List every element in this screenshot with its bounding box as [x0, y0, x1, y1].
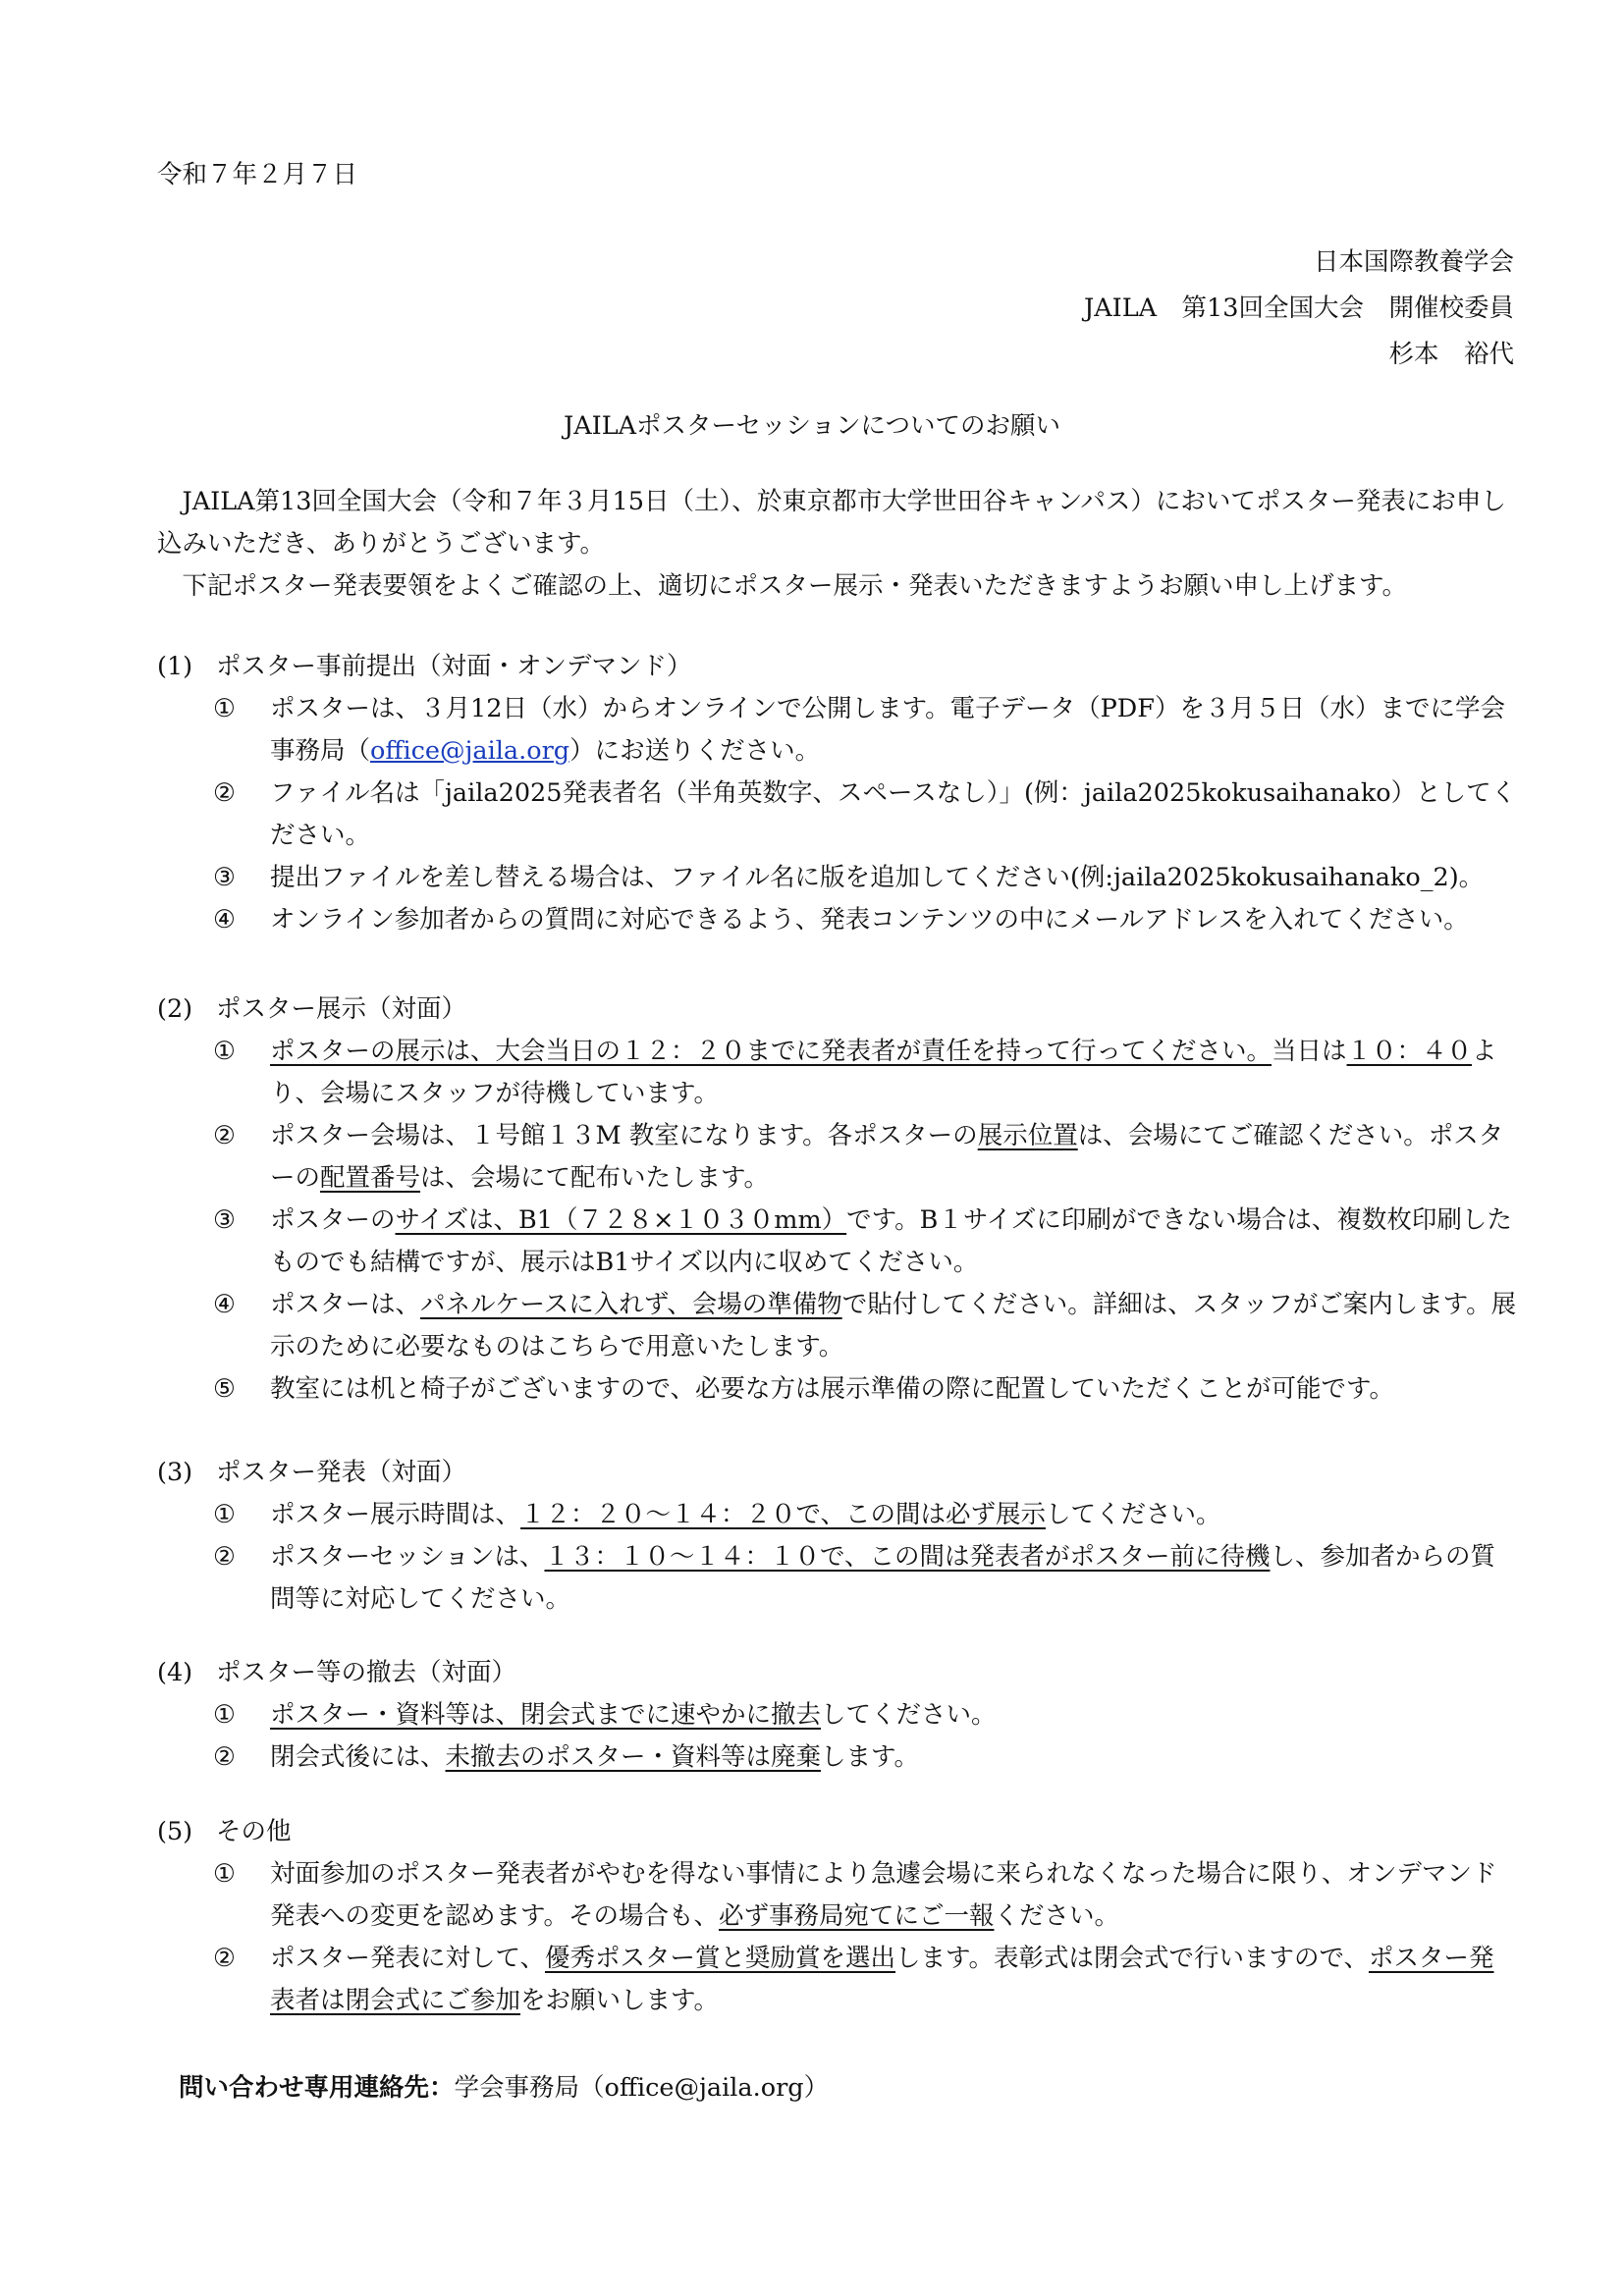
item-underlined-text: ポスター発表者は閉会式にご参加 — [270, 1944, 1494, 2015]
section-2 — [157, 988, 1517, 1411]
item-text: ポスター会場は、１号館１３M 教室になります。各ポスターの — [270, 1121, 978, 1150]
item-number: ② — [213, 1944, 236, 1973]
section-title: ポスター発表（対面） — [216, 1458, 467, 1487]
section-number: (1) — [157, 652, 193, 681]
list-item — [157, 1694, 1517, 1736]
item-text: ポスター展示時間は、 — [270, 1500, 521, 1529]
item-text: です。B１サイズに印刷ができない場合は、複数枚印刷したものでも結構ですが、展示はB1サイズ以内に収めてください。 — [270, 1205, 1512, 1277]
item-number: ④ — [213, 1290, 236, 1319]
item-underlined-text: １２：２０～１４：２０で、この間は必ず展示 — [520, 1500, 1047, 1529]
list-item — [157, 857, 1517, 899]
list-item — [157, 1736, 1517, 1779]
intro-paragraph-2: 下記ポスター発表要領をよくご確認の上、適切にポスター展示・発表いただきますようお願い申し上げます。 — [182, 571, 1407, 601]
item-underlined-text: ポスターの展示は、大会当日の１２：２０までに発表者が責任を持って行ってください。 — [270, 1037, 1272, 1066]
list-item — [157, 1536, 1517, 1621]
item-number: ① — [213, 1859, 236, 1889]
item-number: ① — [213, 1700, 236, 1730]
contact-value: 学会事務局（office@jaila.org） — [454, 2073, 830, 2103]
item-underlined-text: １３：１０～１４：１０で、この間は発表者がポスター前に待機 — [544, 1542, 1271, 1572]
section-number: (2) — [157, 994, 193, 1024]
section-4 — [157, 1652, 1517, 1779]
section-heading — [157, 1811, 1517, 1853]
item-text: します。 — [821, 1742, 919, 1772]
item-text: 閉会式後には、 — [270, 1742, 446, 1772]
item-number: ① — [213, 1037, 236, 1066]
item-text: 教室には机と椅子がございますので、必要な方は展示準備の際に配置していただくことが可能です。 — [270, 1374, 1394, 1404]
item-text: してください。 — [821, 1700, 997, 1730]
item-underlined-text: ポスター・資料等は、閉会式までに速やかに撤去 — [270, 1700, 822, 1730]
item-number: ③ — [213, 1205, 236, 1235]
item-text: ポスターセッションは、 — [270, 1542, 545, 1572]
item-text: は、会場にてご確認ください。ポスターの — [270, 1121, 1504, 1193]
item-text: します。表彰式は閉会式で行いますので、 — [895, 1944, 1369, 1973]
section-1 — [157, 646, 1517, 941]
item-text: 対面参加のポスター発表者がやむを得ない事情により急遽会場に来られなくなった場合に限り、オンデマンド発表への変更を認めます。その場合も、 — [270, 1859, 1497, 1931]
list-item — [157, 1284, 1517, 1368]
sender-committee: JAILA 第13回全国大会 開催校委員 — [1083, 294, 1514, 323]
list-item — [157, 1200, 1517, 1284]
item-number: ① — [213, 1500, 236, 1529]
item-text: ポスターの — [270, 1205, 396, 1235]
sender-org: 日本国際教養学会 — [1313, 247, 1514, 277]
item-text: 当日は — [1272, 1037, 1347, 1066]
section-number: (4) — [157, 1658, 193, 1687]
item-underlined-text: 優秀ポスター賞と奨励賞を選出 — [545, 1944, 896, 1973]
item-number: ② — [213, 1121, 236, 1150]
item-text: は、会場にて配布いたします。 — [420, 1163, 769, 1193]
section-title: ポスター展示（対面） — [216, 994, 467, 1024]
section-number: (3) — [157, 1458, 193, 1487]
item-number: ③ — [213, 863, 236, 892]
intro — [157, 481, 1517, 608]
section-heading — [157, 988, 1517, 1031]
item-text: ください。 — [994, 1901, 1119, 1931]
list-item — [157, 899, 1517, 941]
item-number: ① — [213, 694, 236, 723]
section-heading — [157, 1452, 1517, 1494]
sender-name: 杉本 裕代 — [1388, 340, 1514, 369]
list-item — [157, 1368, 1517, 1411]
section-heading — [157, 1652, 1517, 1694]
item-underlined-text: 必ず事務局宛てにご一報 — [718, 1901, 995, 1931]
item-underlined-text: 未撤去のポスター・資料等は廃棄 — [445, 1742, 822, 1772]
section-3 — [157, 1452, 1517, 1621]
item-text: ポスターは、 — [270, 1290, 421, 1319]
contact-label: 問い合わせ専用連絡先： — [179, 2073, 455, 2103]
sender-block — [1084, 240, 1514, 378]
item-number: ② — [213, 1742, 236, 1772]
list-item — [157, 1115, 1517, 1200]
section-title: その他 — [216, 1817, 292, 1846]
section-title: ポスター等の撤去（対面） — [216, 1658, 517, 1687]
contact-info — [179, 2068, 829, 2104]
item-number: ② — [213, 778, 236, 808]
item-underlined-text: サイズは、B1（７２８×１０３０mm） — [395, 1205, 847, 1235]
item-number: ② — [213, 1542, 236, 1572]
document-date: 令和７年２月７日 — [157, 160, 358, 189]
item-text: をお願いします。 — [520, 1986, 719, 2015]
list-item — [157, 1853, 1517, 1938]
list-item — [157, 1494, 1517, 1536]
list-item — [157, 1031, 1517, 1115]
item-text: してください。 — [1046, 1500, 1221, 1529]
item-underlined-text: 配置番号 — [320, 1163, 421, 1193]
section-5 — [157, 1811, 1517, 2022]
item-text: ポスターは、３月12日（水）からオンラインで公開します。電子データ（PDF）を３月５日（水）までに学会事務局（ — [270, 694, 1505, 766]
list-item — [157, 773, 1517, 857]
item-text: ファイル名は「jaila2025発表者名（半角英数字、スペースなし）」(例：jaila2025kokusaihanako）としてください。 — [270, 778, 1517, 850]
list-item — [157, 688, 1517, 773]
email-link[interactable]: office@jaila.org — [370, 736, 570, 766]
item-underlined-text: パネルケースに入れず、会場の準備物 — [420, 1290, 842, 1319]
item-number: ⑤ — [213, 1374, 236, 1404]
list-item — [157, 1938, 1517, 2022]
item-text: オンライン参加者からの質問に対応できるよう、発表コンテンツの中にメールアドレスを入れてください。 — [270, 905, 1469, 934]
section-title: ポスター事前提出（対面・オンデマンド） — [216, 652, 692, 681]
document-title: JAILAポスターセッションについてのお願い — [563, 411, 1061, 441]
item-text: 提出ファイルを差し替える場合は、ファイル名に版を追加してください(例:jaila2025kokusaihanako_2)。 — [270, 863, 1485, 892]
section-number: (5) — [157, 1817, 193, 1846]
item-text: し、参加者からの質問等に対応してください。 — [270, 1542, 1495, 1614]
item-text: ポスター発表に対して、 — [270, 1944, 545, 1973]
section-heading — [157, 646, 1517, 688]
intro-paragraph-1: JAILA第13回全国大会（令和７年３月15日（土）、於東京都市大学世田谷キャンパス）においてポスター発表にお申し込みいただき、ありがとうございます。 — [157, 487, 1506, 559]
item-underlined-text: 展示位置 — [977, 1121, 1078, 1150]
item-underlined-text: １０：４０ — [1346, 1037, 1473, 1066]
item-number: ④ — [213, 905, 236, 934]
item-text: より、会場にスタッフが待機しています。 — [270, 1037, 1497, 1108]
item-text: ）にお送りください。 — [569, 736, 821, 766]
item-text: で貼付してください。詳細は、スタッフがご案内します。展示のために必要なものはこちらで用意いたします。 — [270, 1290, 1517, 1362]
